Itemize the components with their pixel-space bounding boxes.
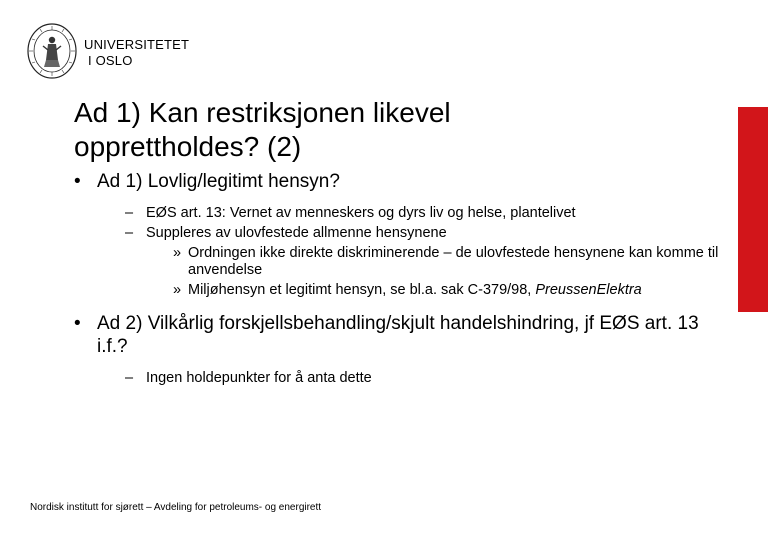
sub-bullet-marker: – (125, 370, 134, 386)
bullet-item (74, 312, 724, 358)
institution-line-2: I OSLO (88, 53, 133, 68)
bullet-text: Ad 1) Lovlig/legitimt hensyn? (97, 171, 340, 192)
sub-sub-bullet-text: Ordningen ikke direkte diskriminerende – de ulovfestede hensynene kan komme til anvendelse (188, 245, 719, 278)
sub-bullet-marker: – (125, 225, 134, 241)
sub-sub-bullet-item (173, 245, 724, 279)
sub-bullet-item (125, 225, 724, 242)
institution-name (84, 37, 189, 69)
sub-sub-bullet-text: Miljøhensyn et legitimt hensyn, se bl.a. sak C-379/98, (188, 282, 536, 298)
slide-title-line-2: opprettholdes? (2) (74, 131, 302, 162)
bullet-marker: • (74, 171, 81, 192)
sub-bullet-text: Ingen holdepunkter for å anta dette (146, 370, 372, 386)
sub-bullet-text: Suppleres av ulovfestede allmenne hensynene (146, 225, 447, 241)
sub-sub-bullet-marker: » (173, 245, 182, 261)
bullet-marker: • (74, 313, 81, 334)
sub-bullet-item (125, 370, 724, 387)
sub-bullet-marker: – (125, 205, 134, 221)
bullet-item (74, 170, 724, 193)
sub-sub-bullet-item (173, 282, 724, 299)
case-name: PreussenElektra (535, 282, 642, 298)
slide-body (74, 170, 724, 387)
institution-line-1: UNIVERSITETET (84, 37, 190, 52)
university-seal-icon (26, 22, 78, 80)
slide-title (74, 96, 714, 164)
footer-text: Nordisk institutt for sjørett – Avdeling for petroleums- og energirett (30, 502, 322, 513)
sub-bullet-text: EØS art. 13: Vernet av menneskers og dyrs liv og helse, plantelivet (146, 205, 576, 221)
bullet-text: Ad 2) Vilkårlig forskjellsbehandling/skjult handelshindring, jf EØS art. 13 i.f.? (97, 313, 699, 357)
accent-bar (738, 107, 768, 312)
sub-bullet-item (125, 205, 724, 222)
sub-sub-bullet-marker: » (173, 282, 182, 298)
slide-title-line-1: Ad 1) Kan restriksjonen likevel (74, 97, 451, 128)
